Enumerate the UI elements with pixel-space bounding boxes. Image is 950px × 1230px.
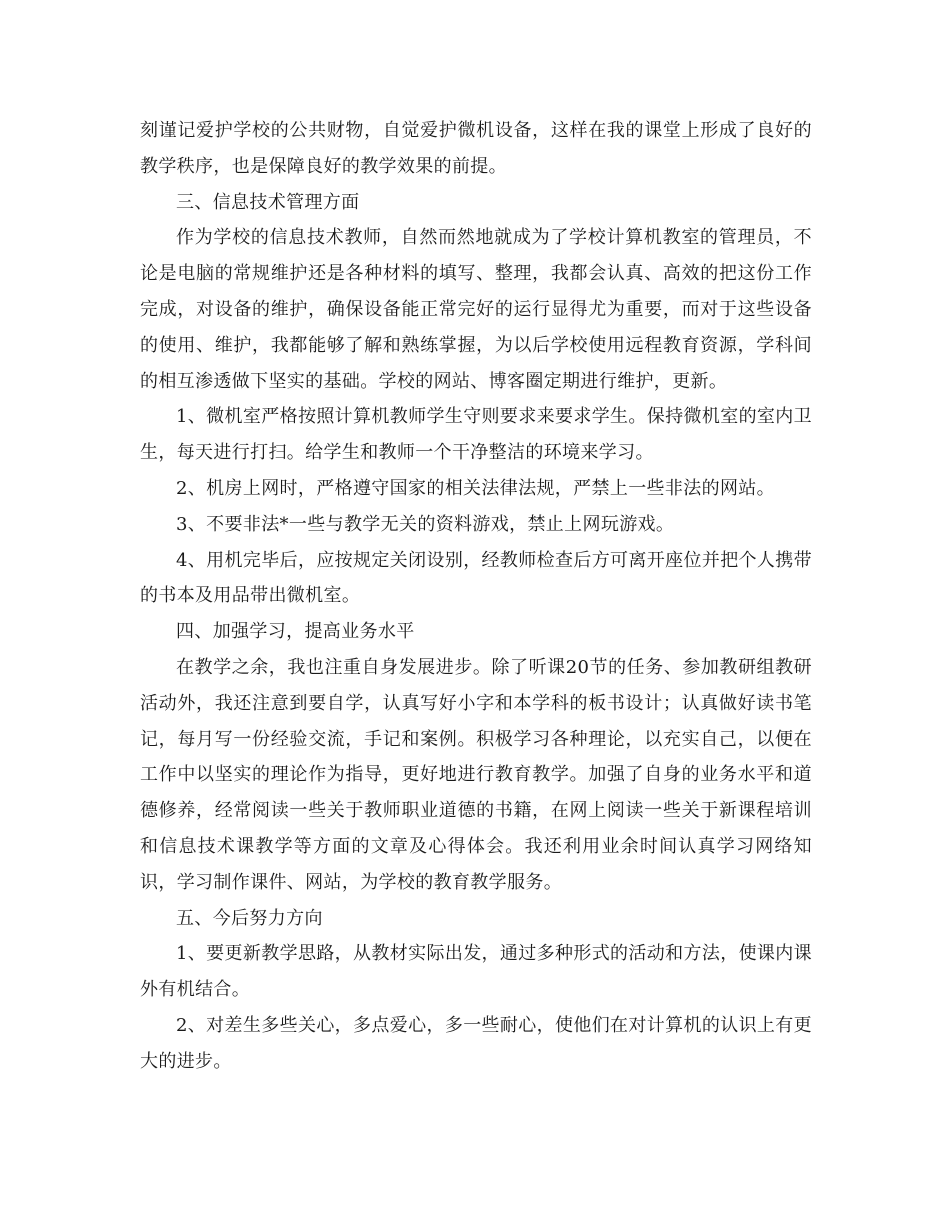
list-item-2: 2、机房上网时，严格遵守国家的相关法律法规，严禁上一些非法的网站。 (176, 477, 775, 499)
section-heading-5: 五、今后努力方向 (176, 907, 323, 929)
future-item-2: 2、对差生多些关心，多点爱心，多一些耐心，使他们在对计算机的认识上有更大的进步。 (140, 1014, 812, 1072)
list-item-1: 1、微机室严格按照计算机教师学生守则要求来要求学生。保持微机室的室内卫生，每天进行打扫。给学生和教师一个干净整洁的环境来学习。 (140, 406, 812, 464)
paragraph-it-management: 作为学校的信息技术教师，自然而然地就成为了学校计算机教室的管理员，不论是电脑的常规维护还是各种材料的填写、整理，我都会认真、高效的把这份工作完成，对设备的维护，确保设备能正常完好的运行显得尤为重要，而对于这些设备的使用、维护，我都能够了解和熟练掌握，为以后学校使用远程教育资源，学科间的相互渗透做下坚实的基础。学校的网站、博客圈定期进行维护，更新。 (140, 227, 812, 392)
section-heading-4: 四、加强学习，提高业务水平 (176, 621, 415, 643)
section-heading-3: 三、信息技术管理方面 (176, 191, 360, 213)
paragraph-continuation: 刻谨记爱护学校的公共财物，自觉爱护微机设备，这样在我的课堂上形成了良好的教学秩序，也是保障良好的教学效果的前提。 (140, 120, 812, 177)
paragraph-study: 在教学之余，我也注重自身发展进步。除了听课20节的任务、参加教研组教研活动外，我还注意到要自学，认真写好小字和本学科的板书设计；认真做好读书笔记，每月写一份经验交流，手记和案例。积极学习各种理论，以充实自己，以便在工作中以坚实的理论作为指导，更好地进行教育教学。加强了自身的业务水平和道德修养，经常阅读一些关于教师职业道德的书籍，在网上阅读一些关于新课程培训和信息技术课教学等方面的文章及心得体会。我还利用业余时间认真学习网络知识，学习制作课件、网站，为学校的教育教学服务。 (140, 656, 812, 893)
document-body (140, 113, 812, 1080)
future-item-1: 1、要更新教学思路，从教材实际出发，通过多种形式的活动和方法，使课内课外有机结合。 (140, 943, 812, 1001)
list-item-4: 4、用机完毕后，应按规定关闭设别，经教师检查后方可离开座位并把个人携带的书本及用品带出微机室。 (140, 549, 812, 607)
list-item-3: 3、不要非法*一些与教学无关的资料游戏，禁止上网玩游戏。 (176, 513, 675, 535)
